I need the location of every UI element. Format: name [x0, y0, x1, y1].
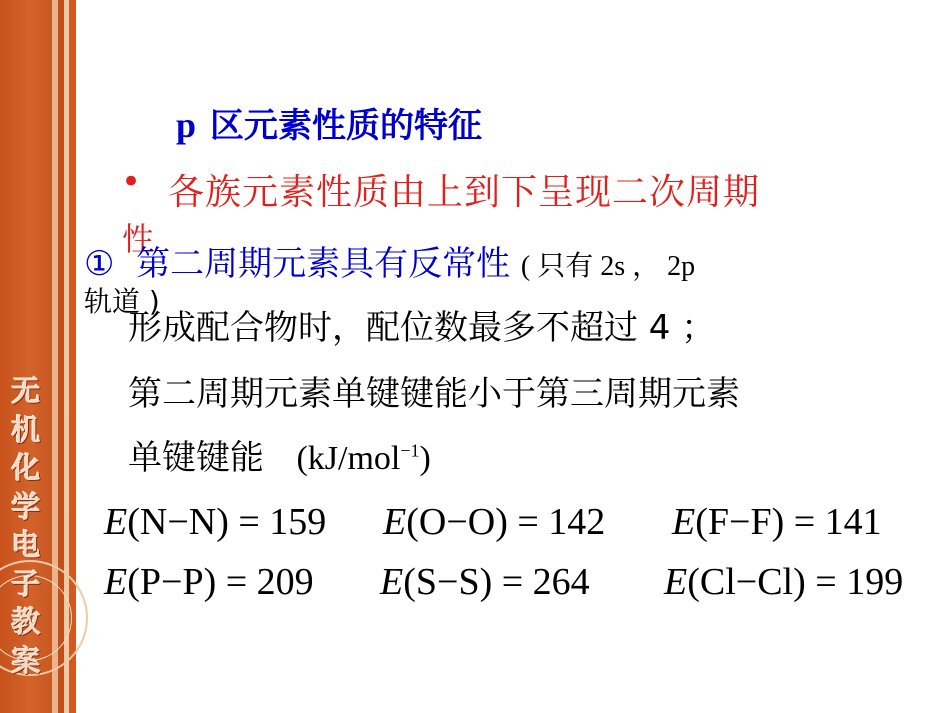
item-1-text: 第二周期元素具有反常性	[136, 244, 511, 284]
sidebar-vertical-title	[6, 372, 46, 680]
equation-body: (O−O) = 142	[406, 501, 606, 543]
equation-body: (N−N) = 159	[127, 501, 327, 543]
equation-body: (Cl−Cl) = 199	[687, 561, 904, 603]
unit-exponent: −1	[400, 440, 420, 461]
circled-one-marker: ①	[84, 244, 115, 284]
sidebar-char: 无	[11, 374, 41, 408]
sidebar-char: 化	[11, 451, 41, 485]
sidebar-char: 子	[11, 566, 41, 601]
equation-body: (F−F) = 141	[695, 501, 882, 543]
energy-symbol: E	[664, 561, 688, 603]
item-1-continuation: 轨道 )	[84, 285, 160, 318]
sidebar-banner	[0, 0, 76, 713]
slide-title	[176, 98, 482, 147]
equation-o-o	[383, 500, 605, 544]
sidebar-char: 教	[11, 605, 41, 639]
title-text: 区元素性质的特征	[210, 106, 483, 146]
title-p: p	[176, 105, 197, 145]
unit-text: (kJ/mol	[296, 440, 401, 477]
equation-p-p	[104, 560, 314, 604]
energy-symbol: E	[104, 561, 128, 603]
energy-symbol: E	[104, 501, 128, 543]
energy-symbol: E	[380, 561, 404, 603]
equation-n-n	[104, 500, 326, 544]
item-1	[84, 236, 695, 285]
sidebar-char: 学	[11, 489, 41, 524]
item-3-text: 单键键能	[128, 438, 264, 478]
sidebar-char: 案	[11, 643, 41, 678]
bullet-dot: •	[121, 162, 142, 202]
item-3-line-1: 第二周期元素单键键能小于第三周期元素	[128, 374, 740, 414]
equation-s-s	[380, 560, 590, 604]
unit-close: )	[419, 440, 431, 477]
energy-symbol: E	[383, 501, 407, 543]
energy-symbol: E	[672, 501, 696, 543]
equation-f-f	[672, 500, 882, 544]
bullet-line-2: 性	[122, 220, 155, 258]
sidebar-char: 电	[11, 528, 41, 562]
bullet-line-1: 各族元素性质由上到下呈现二次周期	[168, 172, 761, 213]
unit-label	[296, 440, 430, 477]
sidebar-char: 机	[11, 412, 41, 447]
equation-body: (P−P) = 209	[127, 561, 314, 603]
item-1-paren: ( 只有 2s ， 2p	[520, 251, 696, 282]
item-2: 形成配合物时，配位数最多不超过 4 ；	[128, 308, 716, 348]
equation-body: (S−S) = 264	[403, 561, 590, 603]
equation-cl-cl	[664, 560, 903, 604]
item-3-line-2	[128, 430, 431, 479]
